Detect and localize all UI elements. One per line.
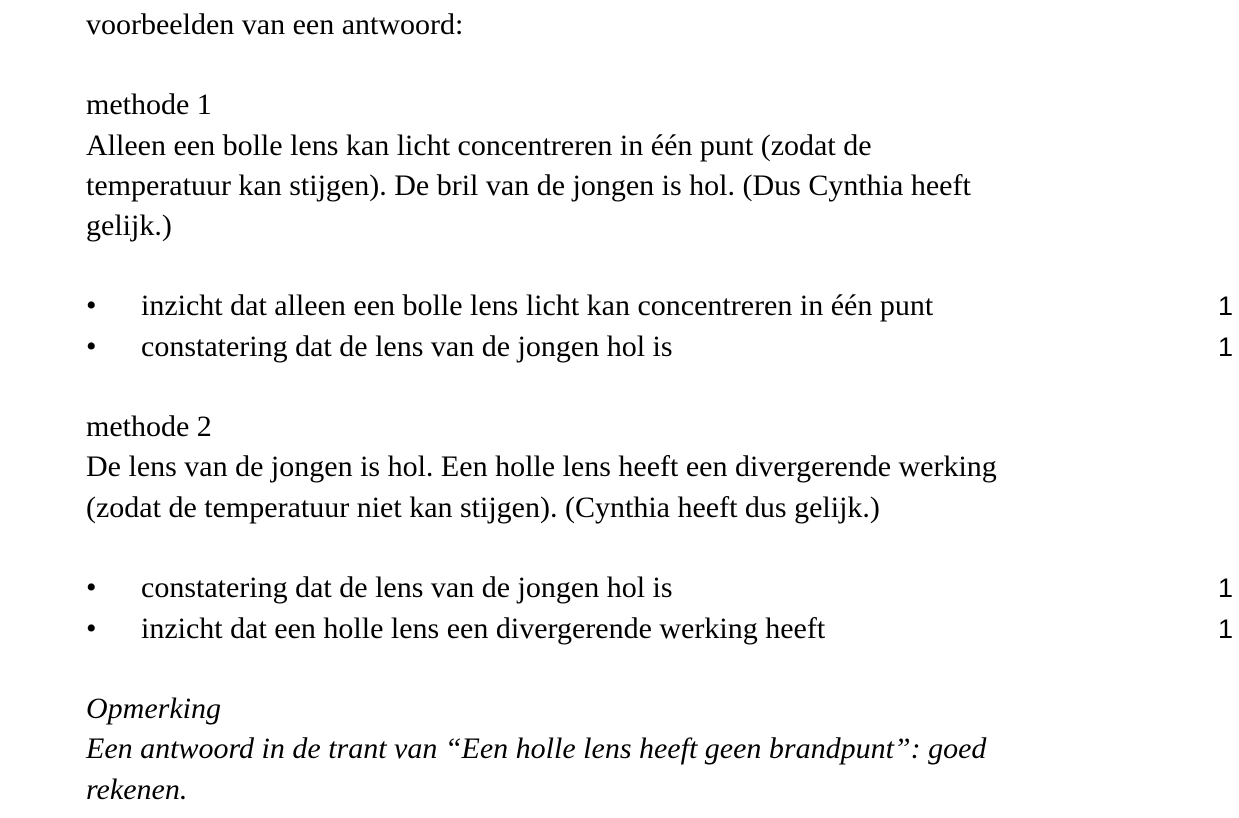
method-1-paragraph-line: Alleen een bolle lens kan licht concentreren in één punt (zodat de bbox=[86, 129, 872, 162]
method-2-criterion-row bbox=[86, 568, 1239, 608]
bullet-point: • bbox=[86, 571, 97, 604]
criterion-text: inzicht dat een holle lens een divergerende werking heeft bbox=[141, 612, 826, 645]
method-2-heading: methode 2 bbox=[86, 410, 212, 443]
method-1-paragraph-line: temperatuur kan stijgen). De bril van de jongen is hol. (Dus Cynthia heeft bbox=[86, 169, 971, 202]
method-2-criterion-row bbox=[86, 609, 1239, 649]
remark-line: rekenen. bbox=[86, 773, 188, 806]
method-2-paragraph-line: (zodat de temperatuur niet kan stijgen). (Cynthia heeft dus gelijk.) bbox=[86, 491, 880, 524]
criterion-text: inzicht dat alleen een bolle lens licht kan concentreren in één punt bbox=[141, 289, 934, 322]
bullet-point: • bbox=[86, 612, 97, 645]
criterion-text: constatering dat de lens van de jongen hol is bbox=[141, 330, 673, 363]
method-1-paragraph-line: gelijk.) bbox=[86, 209, 172, 242]
method-1-criterion-row bbox=[86, 327, 1239, 367]
score-value: 1 bbox=[1217, 291, 1233, 321]
method-1-heading: methode 1 bbox=[86, 88, 212, 121]
intro-text: voorbeelden van een antwoord: bbox=[86, 8, 464, 41]
score-value: 1 bbox=[1217, 332, 1233, 362]
method-2-paragraph-line: De lens van de jongen is hol. Een holle lens heeft een divergerende werking bbox=[86, 450, 997, 483]
method-1-criterion-row bbox=[86, 286, 1239, 326]
remark-line: Een antwoord in de trant van “Een holle lens heeft geen brandpunt”: goed bbox=[86, 732, 987, 765]
bullet-point: • bbox=[86, 289, 97, 322]
bullet-point: • bbox=[86, 330, 97, 363]
score-value: 1 bbox=[1217, 573, 1233, 603]
score-value: 1 bbox=[1217, 614, 1233, 644]
criterion-text: constatering dat de lens van de jongen hol is bbox=[141, 571, 673, 604]
remark-heading: Opmerking bbox=[86, 692, 221, 725]
